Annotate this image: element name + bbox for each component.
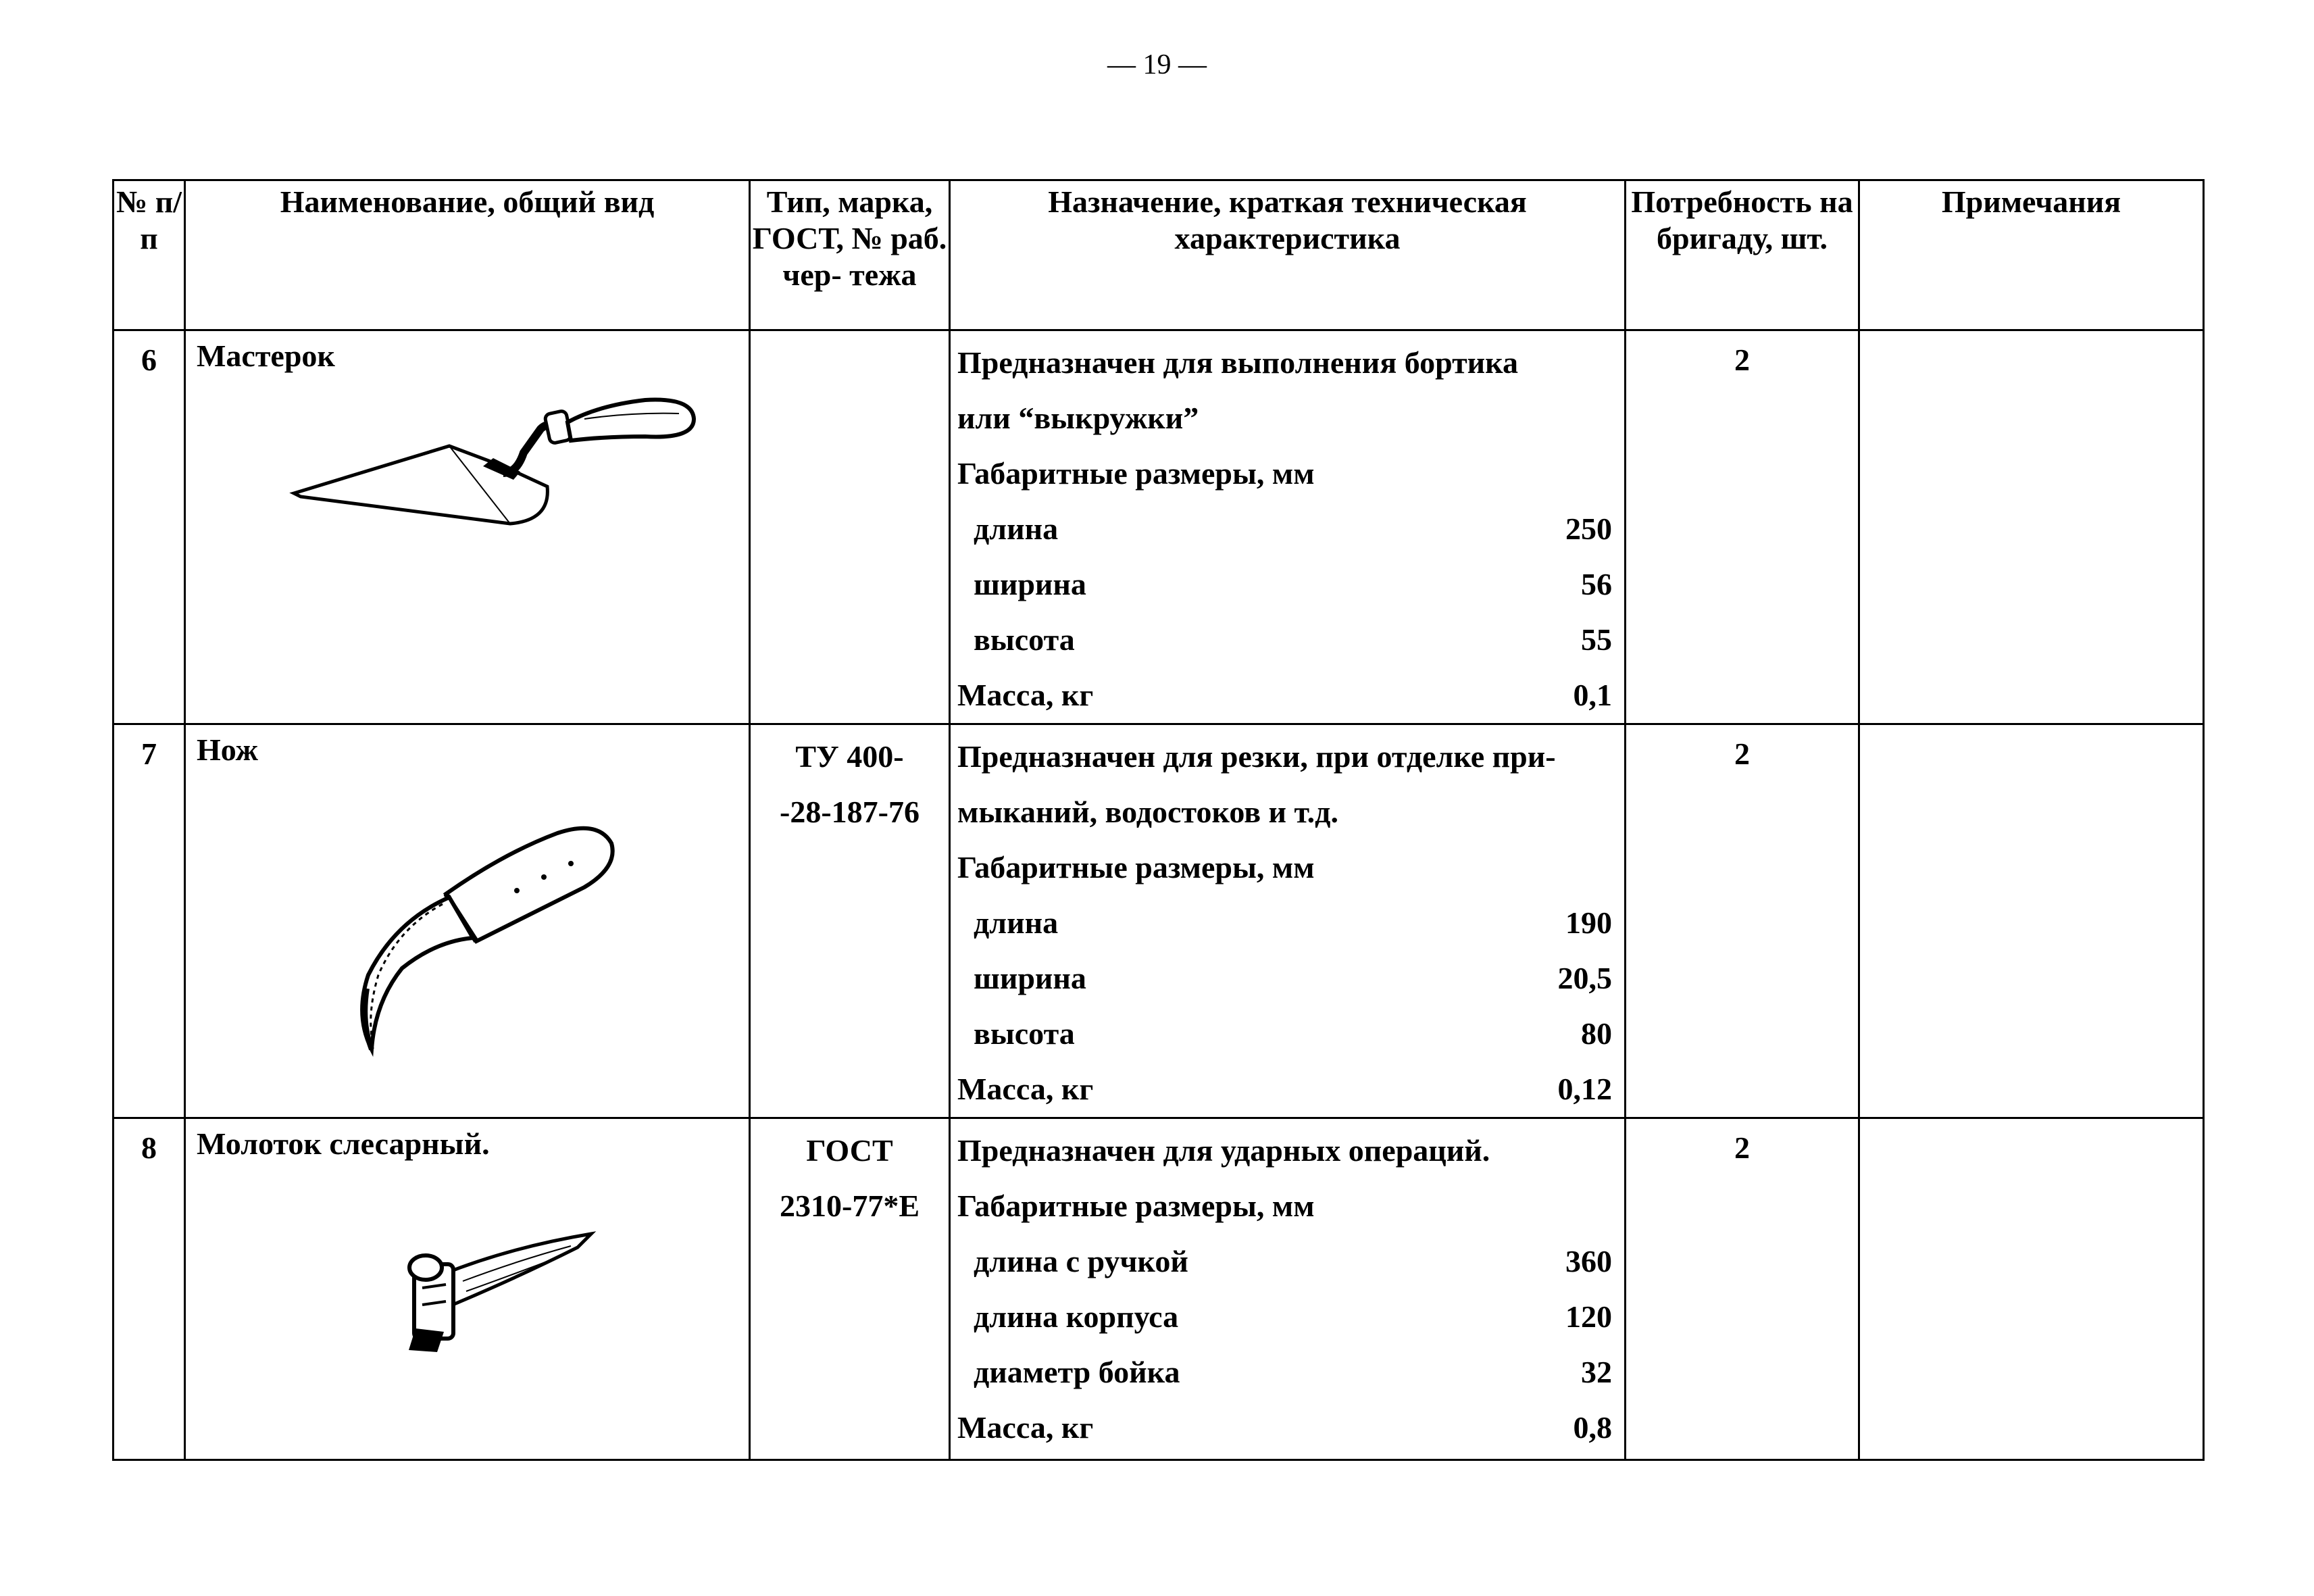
dimensions-title: Габаритные размеры, мм [957, 850, 1315, 884]
header-num: № п/п [114, 180, 185, 330]
header-notes: Примечания [1859, 180, 2204, 330]
dimension-label: длина [974, 512, 1059, 546]
table-row [114, 724, 2204, 1118]
tool-description [950, 1118, 1626, 1460]
dimension-value: 120 [1565, 1299, 1612, 1334]
dimension-value: 55 [1581, 622, 1612, 657]
dimension-value: 80 [1581, 1016, 1612, 1051]
row-number: 7 [114, 724, 185, 1118]
dimension-row [957, 557, 1612, 612]
row-number: 6 [114, 330, 185, 724]
purpose-line: мыканий, водостоков и т.д. [957, 795, 1338, 829]
dimension-value: 32 [1581, 1355, 1612, 1389]
dimension-label: длина [974, 905, 1059, 940]
purpose-line: или “выкружки” [957, 401, 1199, 435]
dimension-value: 56 [1581, 567, 1612, 601]
trowel-icon [280, 392, 699, 554]
need-per-team: 2 [1626, 330, 1859, 724]
tool-name-cell [185, 1118, 750, 1460]
type-line: -28-187-76 [780, 795, 920, 829]
tool-type-cell [750, 724, 950, 1118]
type-line: ТУ 400- [795, 739, 904, 774]
dimension-label: высота [974, 1016, 1075, 1051]
table-header-row [114, 180, 2204, 330]
row-number: 8 [114, 1118, 185, 1460]
table-row [114, 1118, 2204, 1460]
dimension-label: ширина [974, 567, 1086, 601]
header-need: Потребность на бригаду, шт. [1626, 180, 1859, 330]
dimension-row [957, 951, 1612, 1006]
mass-row [957, 1062, 1612, 1117]
hook-knife-icon [341, 779, 625, 1063]
header-name: Наименование, общий вид [185, 180, 750, 330]
dimension-row [957, 1289, 1612, 1345]
mass-label: Масса, кг [957, 678, 1094, 712]
dimension-label: длина корпуса [974, 1299, 1179, 1334]
dimension-row [957, 1345, 1612, 1400]
type-line: 2310-77*Е [780, 1189, 920, 1223]
tool-name: Нож [197, 732, 258, 767]
tool-name-cell [185, 724, 750, 1118]
mass-label: Масса, кг [957, 1410, 1094, 1445]
dimensions-title: Габаритные размеры, мм [957, 456, 1315, 491]
equipment-table [112, 179, 2205, 1461]
page-number: — 19 — [1107, 49, 1207, 80]
notes-cell [1859, 724, 2204, 1118]
dimension-row [957, 612, 1612, 668]
dimensions-title: Габаритные размеры, мм [957, 1189, 1315, 1223]
dimension-value: 20,5 [1557, 961, 1612, 995]
mass-row [957, 668, 1612, 723]
tool-description [950, 724, 1626, 1118]
dimension-row [957, 1006, 1612, 1062]
header-type: Тип, марка, ГОСТ, № раб. чер- тежа [750, 180, 950, 330]
notes-cell [1859, 1118, 2204, 1460]
type-line: ГОСТ [806, 1133, 893, 1168]
notes-cell [1859, 330, 2204, 724]
dimension-label: высота [974, 622, 1075, 657]
tool-name-cell [185, 330, 750, 724]
tool-name: Мастерок [197, 339, 335, 373]
need-per-team: 2 [1626, 1118, 1859, 1460]
mass-label: Масса, кг [957, 1072, 1094, 1106]
header-purpose: Назначение, краткая техническая характеристика [950, 180, 1626, 330]
dimension-value: 360 [1565, 1244, 1612, 1278]
dimension-label: ширина [974, 961, 1086, 995]
need-per-team: 2 [1626, 724, 1859, 1118]
dimension-value: 190 [1565, 905, 1612, 940]
dimension-row [957, 895, 1612, 951]
mass-value: 0,8 [1573, 1410, 1612, 1445]
purpose-line: Предназначен для выполнения бортика [957, 345, 1518, 380]
hammer-icon [388, 1227, 605, 1362]
dimension-row [957, 1234, 1612, 1289]
mass-value: 0,12 [1557, 1072, 1612, 1106]
purpose-line: Предназначен для резки, при отделке при- [957, 739, 1556, 774]
dimension-row [957, 501, 1612, 557]
purpose-line: Предназначен для ударных операций. [957, 1133, 1490, 1168]
tool-name: Молоток слесарный. [197, 1126, 490, 1161]
table-row [114, 330, 2204, 724]
dimension-label: длина с ручкой [974, 1244, 1188, 1278]
tool-description [950, 330, 1626, 724]
mass-value: 0,1 [1573, 678, 1612, 712]
mass-row [957, 1400, 1612, 1455]
dimension-value: 250 [1565, 512, 1612, 546]
tool-type-cell [750, 330, 950, 724]
tool-type-cell [750, 1118, 950, 1460]
dimension-label: диаметр бойка [974, 1355, 1180, 1389]
